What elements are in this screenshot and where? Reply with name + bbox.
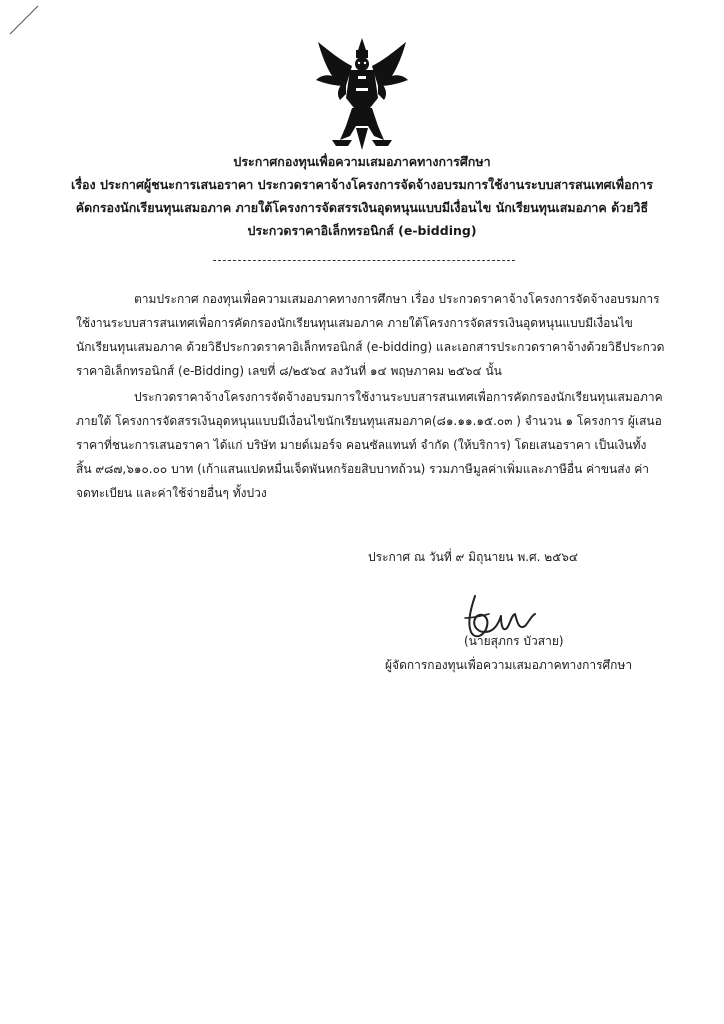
signatory-position: ผู้จัดการกองทุนเพื่อความเสมอภาคทางการศึกษา bbox=[385, 658, 633, 672]
announcement-date: ประกาศ ณ วันที่ ๙ มิถุนายน พ.ศ. ๒๕๖๔ bbox=[368, 550, 578, 564]
corner-fold-mark bbox=[2, 2, 42, 42]
paragraph-2-line-5: จดทะเบียน และค่าใช้จ่ายอื่นๆ ทั้งปวง bbox=[76, 486, 267, 500]
paragraph-1-line-3: นักเรียนทุนเสมอภาค ด้วยวิธีประกวดราคาอิเล็กทรอนิกส์ (e-bidding) และเอกสารประกวดราคาจ้างด้วยวิธีประกวด bbox=[76, 340, 665, 354]
subject-line-1: เรื่อง ประกาศผู้ชนะการเสนอราคา ประกวดราคาจ้างโครงการจัดจ้างอบรมการใช้งานระบบสารสนเทศเพื่อการ bbox=[71, 177, 653, 192]
title-divider bbox=[213, 260, 515, 261]
paragraph-1-line-2: ใช้งานระบบสารสนเทศเพื่อการคัดกรองนักเรียนทุนเสมอภาค ภายใต้โครงการจัดสรรเงินอุดหนุนแบบมีเงื่อนไข bbox=[76, 316, 633, 330]
paragraph-2-line-2: ภายใต้ โครงการจัดสรรเงินอุดหนุนแบบมีเงื่อนไขนักเรียนทุนเสมอภาค(๘๑.๑๑.๑๕.๐๓ ) จำนวน ๑ โครงการ ผู้เสนอ bbox=[76, 414, 662, 428]
paragraph-2-line-3: ราคาที่ชนะการเสนอราคา ได้แก่ บริษัท มายด์เมอร์จ คอนซัลแทนท์ จำกัด (ให้บริการ) โดยเสนอราคา เป็นเงินทั้ง bbox=[76, 438, 647, 452]
paragraph-2-line-1: ประกวดราคาจ้างโครงการจัดจ้างอบรมการใช้งานระบบสารสนเทศเพื่อการคัดกรองนักเรียนทุนเสมอภาค bbox=[134, 390, 663, 404]
paragraph-2-line-4: สิ้น ๙๘๗,๖๑๐.๐๐ บาท (เก้าแสนแปดหมื่นเจ็ดพันหกร้อยสิบบาทถ้วน) รวมภาษีมูลค่าเพิ่มและภาษีอื่น ค่าขนส่ง ค่า bbox=[76, 462, 650, 476]
paragraph-1-line-4: ราคาอิเล็กทรอนิกส์ (e-Bidding) เลขที่ ๘/๒๕๖๔ ลงวันที่ ๑๔ พฤษภาคม ๒๕๖๔ นั้น bbox=[76, 364, 502, 378]
subject-line-2: คัดกรองนักเรียนทุนเสมอภาค ภายใต้โครงการจัดสรรเงินอุดหนุนแบบมีเงื่อนไข นักเรียนทุนเสมอภาค ด้วยวิธี bbox=[75, 200, 649, 215]
signatory-name: (นายสุภกร บัวสาย) bbox=[464, 634, 564, 648]
subject-line-3: ประกวดราคาอิเล็กทรอนิกส์ (e-bidding) bbox=[247, 223, 477, 238]
document-title: ประกาศกองทุนเพื่อความเสมอภาคทางการศึกษา bbox=[233, 154, 491, 169]
paragraph-1-line-1: ตามประกาศ กองทุนเพื่อความเสมอภาคทางการศึกษา เรื่อง ประกวดราคาจ้างโครงการจัดจ้างอบรมการ bbox=[134, 292, 660, 306]
garuda-emblem-icon bbox=[312, 36, 412, 152]
